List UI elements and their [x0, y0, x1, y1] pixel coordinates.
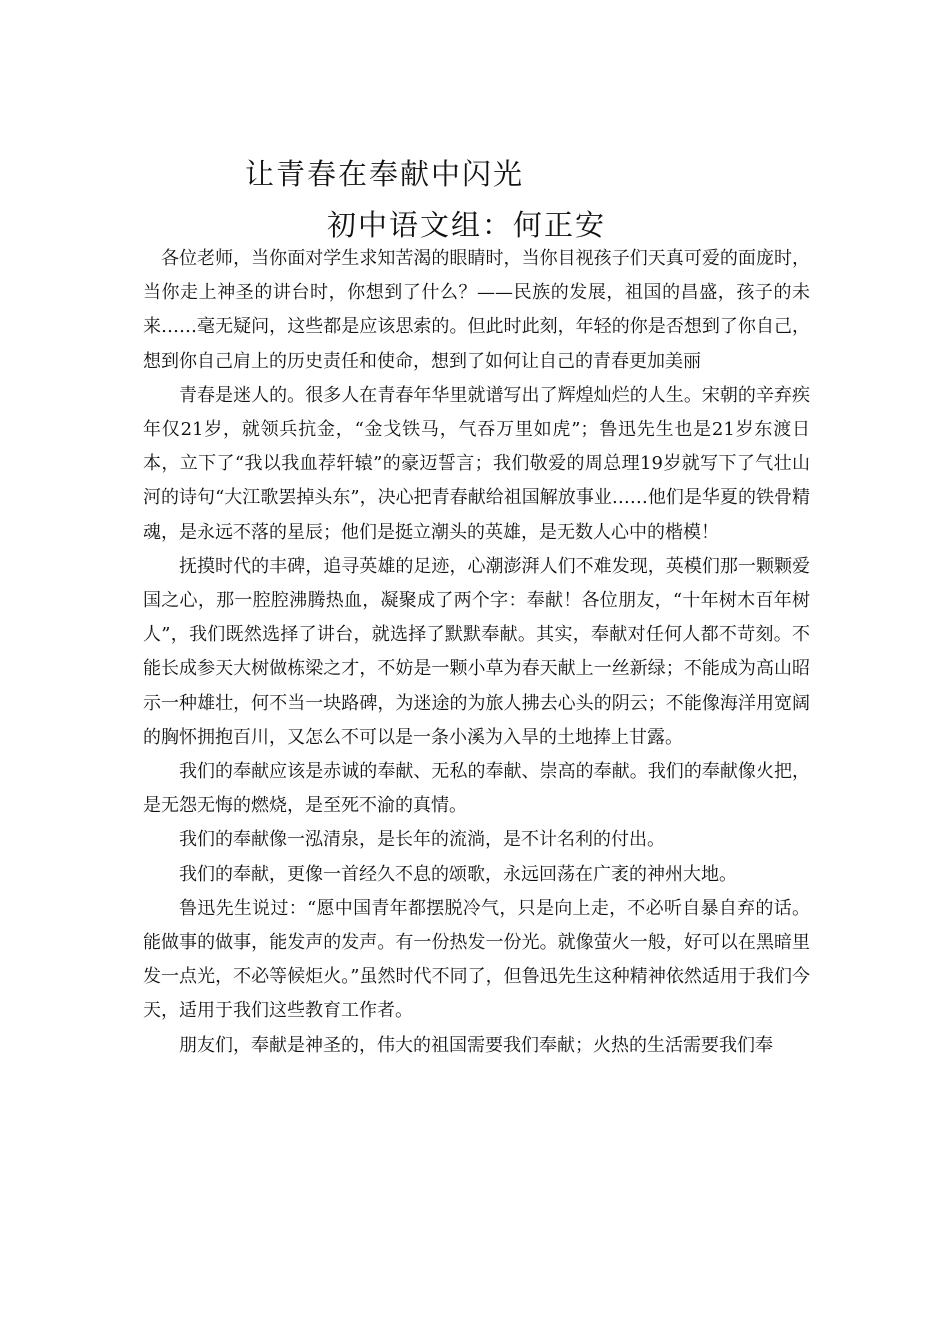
document-title: 让青春在奉献中闪光	[245, 157, 525, 191]
document-author: 初中语文组：何正安	[327, 208, 607, 242]
paragraph-8: 朋友们，奉献是神圣的，伟大的祖国需要我们奉献；火热的生活需要我们奉	[179, 1034, 773, 1056]
paragraph-3: 抚摸时代的丰碑，追寻英雄的足迹，心潮澎湃人们不难发现，英模们那一颗颗爱国之心，那一腔腔沸腾热血，凝聚成了两个字：奉献！各位朋友，“十年树木百年树人”，我们既然选择了讲台，就选择了默默奉献。其实，奉献对任何人都不苛刻。不能长成参天大树做栋梁之才，不妨是一颗小草为春天献上一丝新绿；不能成为高山昭示一种雄壮，何不当一块路碑，为迷途的为旅人拂去心头的阴云；不能像海洋用宽阔的胸怀拥抱百川，又怎么不可以是一条小溪为入旱的土地捧上甘露。	[143, 555, 810, 748]
document-body	[143, 242, 810, 1063]
paragraph-5: 我们的奉献像一泓清泉，是长年的流淌，是不计名利的付出。	[179, 829, 665, 851]
paragraph-4: 我们的奉献应该是赤诚的奉献、无私的奉献、崇高的奉献。我们的奉献像火把，是无怨无悔的燃烧，是至死不渝的真情。	[143, 761, 810, 817]
paragraph-2: 青春是迷人的。很多人在青春年华里就谱写出了辉煌灿烂的人生。宋朝的辛弃疾年仅21岁，就领兵抗金，“金戈铁马，气吞万里如虎”；鲁迅先生也是21岁东渡日本，立下了“我以我血荐轩辕”的豪迈誓言；我们敬爱的周总理19岁就写下了气壮山河的诗句“大江歌罢掉头东”，决心把青春献给祖国解放事业……他们是华夏的铁骨精魂，是永远不落的星辰；他们是挺立潮头的英雄，是无数人心中的楷模！	[143, 384, 810, 543]
paragraph-6: 我们的奉献，更像一首经久不息的颂歌，永远回荡在广袤的神州大地。	[179, 863, 737, 885]
paragraph-1: 各位老师，当你面对学生求知苦渴的眼睛时，当你目视孩子们天真可爱的面庞时，当你走上神圣的讲台时，你想到了什么？——民族的发展，祖国的昌盛，孩子的未来……毫无疑问，这些都是应该思索的。但此时此刻，年轻的你是否想到了你自己，想到你自己肩上的历史责任和使命，想到了如何让自己的青春更加美丽	[143, 248, 810, 372]
paragraph-7: 鲁迅先生说过：“愿中国青年都摆脱冷气，只是向上走，不必听自暴自弃的话。能做事的做事，能发声的发声。有一份热发一份光。就像萤火一般，好可以在黑暗里发一点光，不必等候炬火。”虽然时代不同了，但鲁迅先生这种精神依然适用于我们今天，适用于我们这些教育工作者。	[143, 897, 810, 1022]
